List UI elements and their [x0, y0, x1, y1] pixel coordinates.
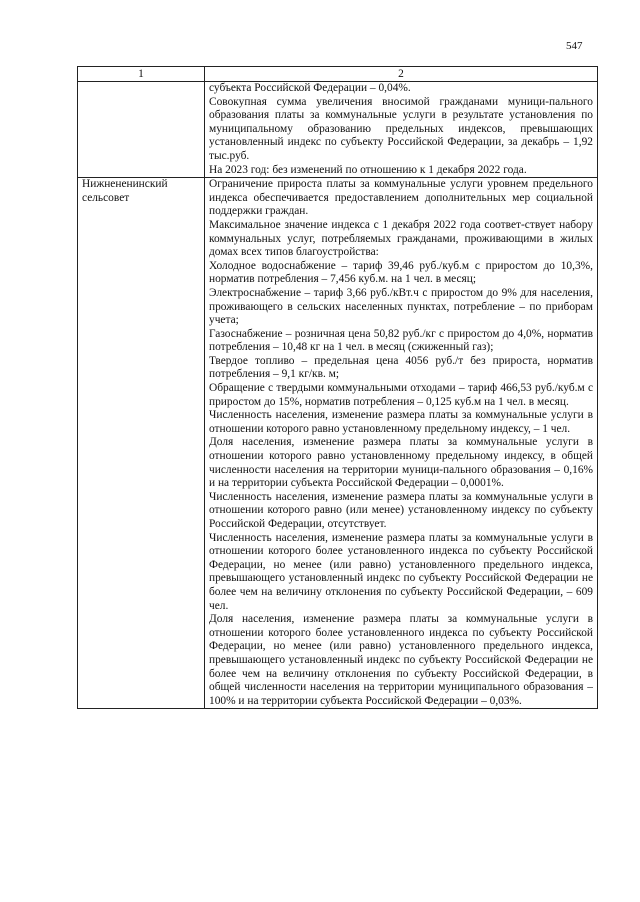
paragraph: Обращение с твердыми коммунальными отходами – тариф 466,53 руб./куб.м с приростом до 15%, норматив потребления – 0,125 куб.м на 1 чел. в месяц.	[209, 382, 593, 408]
page-number: 547	[566, 40, 583, 52]
municipality-cell	[78, 178, 205, 709]
paragraph: Ограничение прироста платы за коммунальные услуги уровнем предельного индекса обеспечивается предоставлением дополнительных мер социальной поддержки граждан.	[209, 178, 593, 218]
paragraph: Доля населения, изменение размера платы за коммунальные услуги в отношении которого равно установленному предельному индексу, в общей численности населения на территории муници-пального образования – 0,16% и на территории субъекта Российской Федерации – 0,0001%.	[209, 436, 593, 490]
paragraph: Численность населения, изменение размера платы за коммунальные услуги в отношении которого более установленного индекса по субъекту Российской Федерации, но менее (или равно) установленного предельного индекса, превышающего установленный индекс по субъекту Российской Федерации не более чем на величину отклонения по субъекту Российской Федерации, – 609 чел.	[209, 531, 593, 612]
paragraph: Твердое топливо – предельная цена 4056 руб./т без прироста, норматив потребления – 9,1 кг/кв. м;	[209, 354, 593, 381]
paragraph: Холодное водоснабжение – тариф 39,46 руб./куб.м с приростом до 10,3%, норматив потребления – 7,456 куб.м. на 1 чел. в месяц;	[209, 259, 593, 286]
municipality-cell	[78, 82, 205, 178]
description-cell	[205, 178, 598, 709]
paragraph: субъекта Российской Федерации – 0,04%.	[209, 82, 411, 94]
paragraph: Численность населения, изменение размера платы за коммунальные услуги в отношении которого равно (или менее) установленному индексу по субъекту Российской Федерации, отсутствует.	[209, 490, 593, 530]
paragraph: Совокупная сумма увеличения вносимой гражданами муници-пального образования платы за коммунальные услуги в результате установления по муниципальному образованию предельных индексов, превышающих установленный индекс по субъекту Российской Федерации, за декабрь – 1,92 тыс.руб.	[209, 95, 593, 162]
paragraph: Максимальное значение индекса с 1 декабря 2022 года соответ-ствует набору коммунальных услуг, потребляемых гражданами, проживающими в жилых домах всех типов благоустройства:	[209, 218, 593, 259]
table-row	[78, 178, 598, 709]
column-header-1: 1	[78, 67, 205, 82]
paragraph: Доля населения, изменение размера платы за коммунальные услуги в отношении которого более установленного индекса по субъекту Российской Федерации, но менее (или равно) установленного предельного индекса, превышающего установленный индекс по субъекту Российской Федерации не более чем на величину отклонения по субъекту Российской Федерации, в общей численности населения на территории муниципального образования – 100% и на территории субъекта Российской Федерации – 0,03%.	[209, 613, 593, 707]
column-header-2: 2	[205, 67, 598, 82]
paragraph: На 2023 год: без изменений по отношению к 1 декабря 2022 года.	[209, 163, 527, 176]
table-row	[78, 82, 598, 178]
paragraph: Газоснабжение – розничная цена 50,82 руб./кг с приростом до 4,0%, норматив потребления – 10,48 кг на 1 чел. в месяц (сжиженный газ);	[209, 327, 593, 354]
table-header-row	[78, 67, 598, 82]
tariff-table	[77, 66, 598, 709]
municipality-name: Нижнененинский сельсовет	[82, 178, 168, 204]
description-cell	[205, 82, 598, 178]
paragraph: Численность населения, изменение размера платы за коммунальные услуги в отношении которого равно установленному предельному индексу, – 1 чел.	[209, 409, 593, 435]
paragraph: Электроснабжение – тариф 3,66 руб./кВт.ч с приростом до 9% для населения, проживающего в сельских населенных пунктах, потребление – по приборам учета;	[209, 286, 593, 327]
